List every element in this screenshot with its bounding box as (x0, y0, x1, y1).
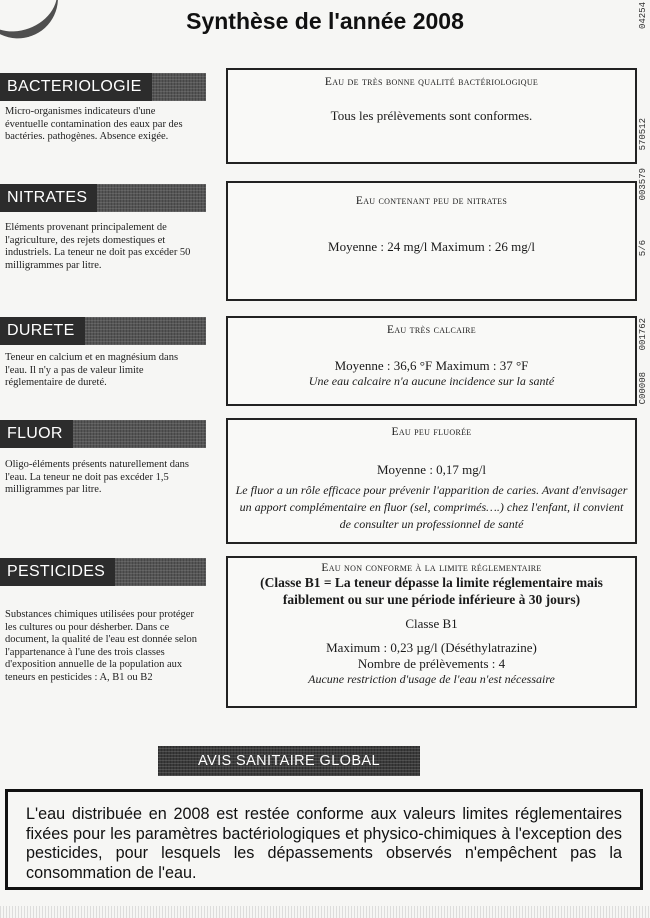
section-description: Substances chimiques utilisées pour protéger les cultures ou pour désherber. Dans ce document, la qualité de l'eau est donnée selon l'appartenance à l'une des trois classes d'exposition annuelle de la population aux teneurs en pesticides : A, B1 ou B2 (5, 609, 197, 683)
result-line: Tous les prélèvements sont conformes. (330, 108, 533, 123)
margin-code: 570512 (638, 118, 648, 151)
section-label: FLUOR (0, 420, 73, 448)
margin-code: 5/6 (638, 240, 648, 257)
global-conclusion-text: L'eau distribuée en 2008 est restée conforme aux valeurs limites réglementaires fixées pour les paramètres bactériologiques et physico-chimiques à l'exception des pesticides, pour lesquels les dépassements observés n'empêchent pas la consommation de l'eau. (5, 789, 643, 890)
section-header-pesticides (0, 558, 206, 586)
margin-code: C00008 (638, 372, 648, 405)
result-line: Moyenne : 24 mg/l Maximum : 26 mg/l (328, 239, 535, 254)
margin-code: 001762 (638, 318, 648, 351)
section-label: DURETE (0, 317, 85, 345)
section-description: Oligo-éléments présents naturellement dans l'eau. La teneur ne doit pas excéder 1,5 milligrammes par litre. (5, 459, 189, 495)
result-line: Nombre de prélèvements : 4 (357, 656, 506, 671)
avis-sanitaire-label: AVIS SANITAIRE GLOBAL (198, 753, 380, 769)
footer-scan-strip (0, 906, 650, 918)
result-note: Le fluor a un rôle efficace pour prévenir l'apparition de caries. Avant d'envisager un apport complémentaire en fluor (sel, comprimés….) chez l'enfant, il convient de consulter un professionnel de santé (235, 483, 628, 531)
result-heading: Eau peu fluorée (391, 426, 472, 438)
result-note: Une eau calcaire n'a aucune incidence sur la santé (308, 374, 555, 388)
result-box-durete (226, 316, 637, 406)
result-line: Moyenne : 0,17 mg/l (376, 462, 487, 477)
result-heading: Eau contenant peu de nitrates (355, 195, 508, 207)
result-heading: Eau non conforme à la limite réglementaire (321, 562, 542, 574)
result-box-fluor (226, 418, 637, 544)
avis-sanitaire-band (158, 746, 420, 776)
section-header-durete (0, 317, 206, 345)
result-heading: Eau très calcaire (387, 324, 476, 336)
section-description: Micro-organismes indicateurs d'une éventuelle contamination des eaux par des bactéries. pathogènes. Absence exigée. (5, 106, 183, 142)
result-line: Maximum : 0,23 µg/l (Déséthylatrazine) (326, 640, 537, 655)
result-box-bacteriologie (226, 68, 637, 164)
result-note: Aucune restriction d'usage de l'eau n'est nécessaire (308, 672, 555, 686)
section-header-bacteriologie (0, 73, 206, 101)
result-line: Moyenne : 36,6 °F Maximum : 37 °F (334, 358, 529, 373)
result-class-definition: (Classe B1 = La teneur dépasse la limite réglementaire mais faiblement ou sur une période inférieure à 30 jours) (260, 575, 603, 607)
section-description: Eléments provenant principalement de l'agriculture, des rejets domestiques et industriels. La teneur ne doit pas excéder 50 milligrammes par litre. (5, 222, 191, 271)
section-header-fluor (0, 420, 206, 448)
margin-code: 04254 (638, 2, 648, 30)
result-box-pesticides (226, 556, 637, 708)
section-header-nitrates (0, 184, 206, 212)
result-heading: Eau de très bonne qualité bactériologique (324, 76, 539, 88)
result-box-nitrates (226, 181, 637, 301)
section-description: Teneur en calcium et en magnésium dans l'eau. Il n'y a pas de valeur limite réglementaire de dureté. (5, 352, 179, 388)
result-line: Classe B1 (405, 616, 458, 631)
section-label: PESTICIDES (0, 558, 115, 586)
page-title: Synthèse de l'année 2008 (186, 8, 464, 34)
section-label: BACTERIOLOGIE (0, 73, 152, 101)
section-label: NITRATES (0, 184, 97, 212)
margin-code: 003579 (638, 168, 648, 201)
